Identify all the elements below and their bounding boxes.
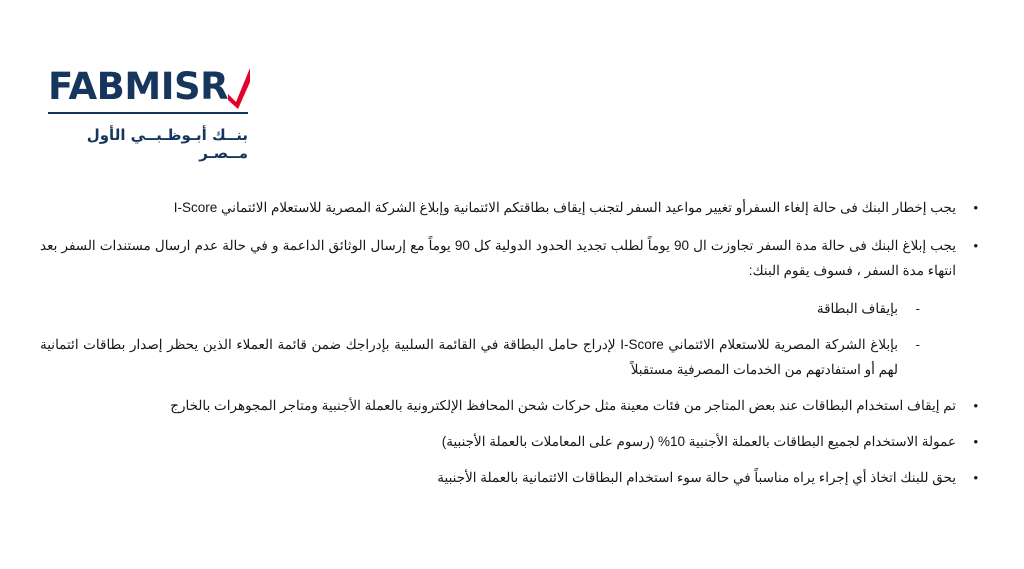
list-item: [40, 466, 984, 491]
logo-text-misr: MISR: [124, 65, 229, 108]
logo-arabic-tagline: بنــك أبـوظـبــي الأول مــصـر: [86, 126, 248, 162]
bullet-marker: -: [915, 300, 920, 316]
list-item-text: يجب إخطار البنك فى حالة إلغاء السفرأو تغيير مواعيد السفر لتجنب إيقاف بطاقتكم الائتمانية وإبلاغ الشركة المصرية للاستعلام الائتماني I-Score: [173, 200, 956, 215]
list-item-text: يجب إبلاغ البنك فى حالة مدة السفر تجاوزت ال 90 يوماً لطلب تجديد الحدود الدولية كل 90 يوماً مع إرسال الوثائق الداعمة و في حالة عدم ارسال مستندات السفر بعد انتهاء مدة السفر ، فسوف يقوم البنك:: [40, 237, 957, 278]
list-item-text: بإيقاف البطاقة: [816, 300, 898, 316]
list-item: [40, 234, 984, 284]
list-item: [40, 430, 984, 455]
bullet-list: [40, 196, 984, 491]
bullet-marker: •: [973, 200, 978, 215]
list-item-text: يحق للبنك اتخاذ أي إجراء يراه مناسباً في حالة سوء استخدام البطاقات الائتمانية بالعملة الأجنبية: [437, 469, 956, 485]
slide-body: [40, 196, 984, 502]
list-item-text: بإبلاغ الشركة المصرية للاستعلام الائتماني I-Score لإدراج حامل البطاقة في القائمة السلبية بإدراجك ضمن قائمة العملاء الذين يحظر إصدار بطاقات ائتمانية لهم أو استفادتهم من الخدمات المصرفية مستقبلاً: [40, 336, 899, 377]
bullet-marker: •: [973, 433, 978, 449]
fab-misr-logo: [48, 65, 278, 162]
list-item: [40, 196, 984, 221]
check-tick-icon: [226, 68, 252, 108]
list-item: [40, 394, 984, 419]
list-item: [40, 297, 984, 322]
list-item-text: عمولة الاستخدام لجميع البطاقات بالعملة الأجنبية 10% (رسوم على المعاملات بالعملة الأجنبية): [441, 433, 956, 449]
logo-divider: [48, 112, 248, 114]
list-item-text: تم إيقاف استخدام البطاقات عند بعض المتاجر من فئات معينة مثل حركات شحن المحافظ الإلكترونية بالعملة الأجنبية ومتاجر المجوهرات بالخارج: [170, 397, 956, 413]
logo-wordmark: [48, 65, 278, 108]
logo-text-fab: FAB: [48, 65, 125, 108]
bullet-marker: •: [973, 397, 978, 413]
bullet-marker: •: [973, 469, 978, 485]
bullet-marker: -: [915, 336, 920, 352]
bullet-marker: •: [973, 237, 978, 253]
list-item: [40, 333, 984, 383]
